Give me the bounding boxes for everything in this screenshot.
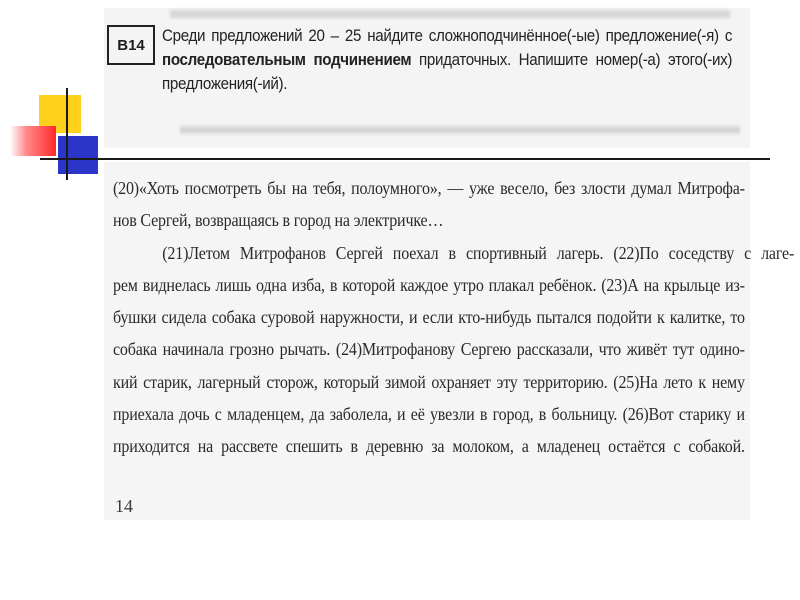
ornament-red-square [10, 126, 56, 156]
passage-line: кий старик, лагерный сторож, который зимой охраняет эту территорию. (25)На лето к нему [113, 371, 745, 392]
page-number: 14 [115, 496, 133, 516]
task-badge: В14 [107, 25, 155, 65]
task-text-intro: Среди предложений 20 – 25 найдите сложноподчинённое(-ые) предложение(-я) с [162, 27, 733, 45]
task-text-outro: придаточных. Напишите номер(-а) этого(-их) предложения(-ий). [162, 51, 733, 93]
scan-bleed-through [180, 124, 740, 136]
passage-line: рем виднелась лишь одна изба, в которой каждое утро плакал ребёнок. (23)А на крыльце из- [113, 274, 745, 295]
passage-line: приходится на рассвете спешить в деревню за молоком, а младенец остаётся с собакой. [113, 436, 745, 457]
slide-horizontal-rule [40, 158, 770, 160]
passage-text [113, 172, 795, 463]
task-instruction [162, 24, 732, 96]
scan-bleed-through [170, 10, 730, 18]
passage-line: (21)Летом Митрофанов Сергей поехал в спортивный лагерь. (22)По соседству с лаге- [162, 242, 795, 263]
ornament-blue-square [58, 136, 98, 174]
passage-line: (20)«Хоть посмотреть бы на тебя, полоумного», — уже весело, без злости думал Митрофа- [113, 178, 745, 198]
passage-line: приехала дочь с младенцем, да заболела, и её увезли в город, в больницу. (26)Вот старику и [113, 404, 745, 425]
passage-line: собака начинала грозно рычать. (24)Митрофанову Сергею рассказали, что живёт тут одино- [113, 339, 745, 360]
passage-line: нов Сергей, возвращаясь в город на электричке… [113, 210, 444, 231]
task-text-bold: последовательным подчинением [162, 51, 412, 69]
passage-line: бушки сидела собака суровой наружности, и если кто-нибудь пытался подойти к калитке, то [113, 307, 745, 328]
ornament-vertical-rule [66, 88, 68, 180]
